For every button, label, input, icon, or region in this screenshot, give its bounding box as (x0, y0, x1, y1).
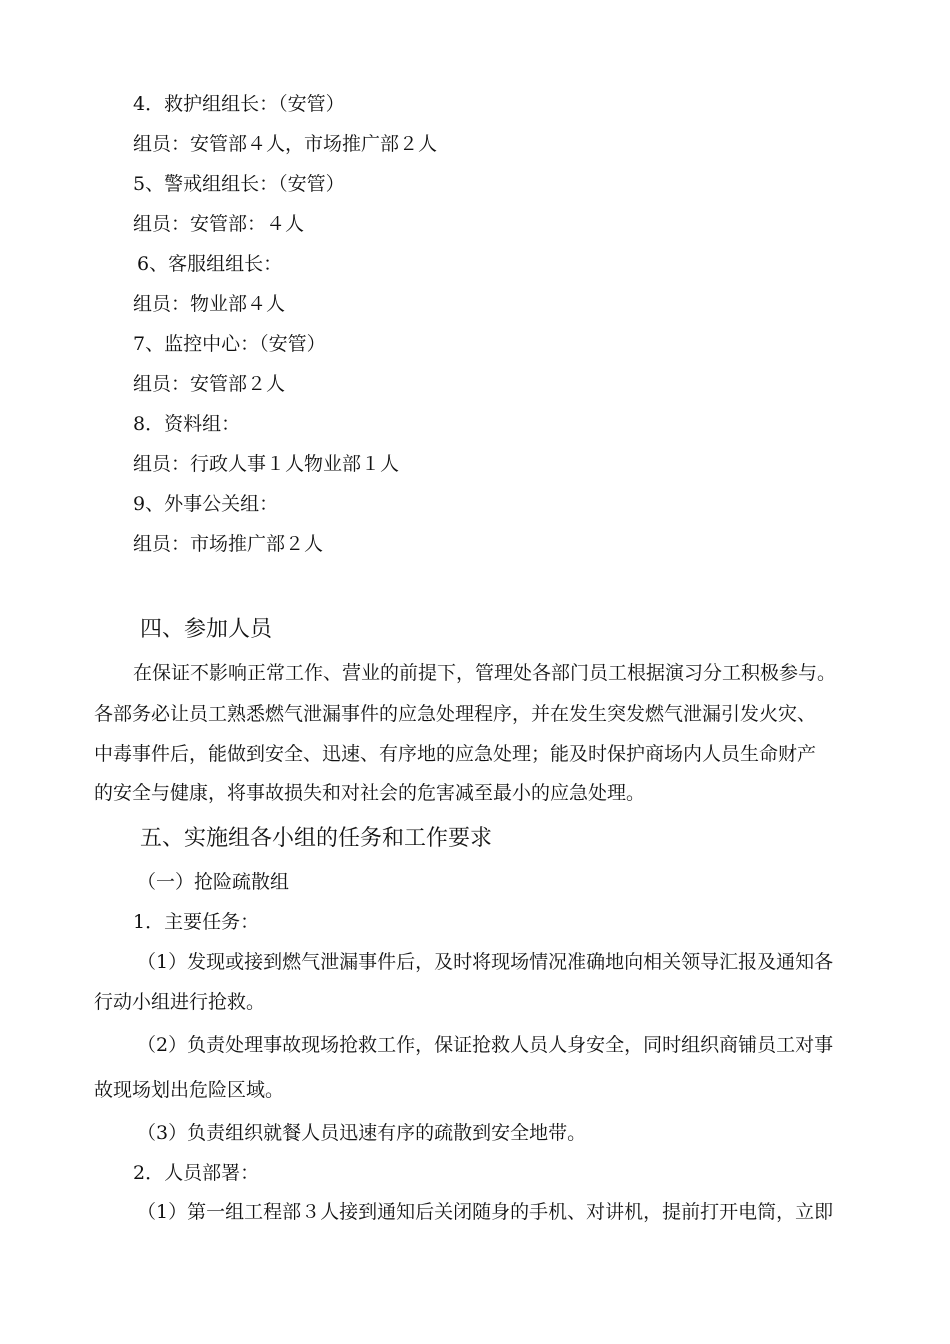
task-1-line-1: （1）发现或接到燃气泄漏事件后，及时将现场情况准确地向相关领导汇报及通知各 (137, 951, 834, 973)
monitor-center-leader: 7、监控中心：（安管） (133, 333, 326, 355)
guard-group-members: 组员：安管部：４人 (133, 213, 305, 235)
rescue-group-members: 组员：安管部４人，市场推广部２人 (133, 133, 438, 155)
guard-group-leader: 5、警戒组组长：（安管） (133, 173, 345, 195)
section-4-para-line-3: 中毒事件后，能做到安全、迅速、有序地的应急处理；能及时保护商场内人员生命财产 (94, 743, 817, 765)
task-2-line-2: 故现场划出危险区域。 (94, 1079, 285, 1101)
rescue-group-leader: 4．救护组组长：（安管） (133, 93, 345, 115)
task-1-line-2: 行动小组进行抢救。 (94, 991, 266, 1013)
section-4-para-line-2: 各部务必让员工熟悉燃气泄漏事件的应急处理程序，并在发生突发燃气泄漏引发火灾、 (94, 703, 817, 725)
section-4-heading: 四、参加人员 (140, 617, 273, 642)
service-group-members: 组员：物业部４人 (133, 293, 286, 315)
service-group-leader: 6、客服组组长： (137, 253, 283, 275)
monitor-center-members: 组员：安管部２人 (133, 373, 286, 395)
pr-group-leader: 9、外事公关组： (133, 493, 279, 515)
pr-group-members: 组员：市场推广部２人 (133, 533, 324, 555)
main-tasks-title: 1．主要任务： (133, 911, 260, 933)
subsection-title: （一）抢险疏散组 (137, 871, 290, 893)
task-3: （3）负责组织就餐人员迅速有序的疏散到安全地带。 (137, 1122, 587, 1144)
records-group-leader: 8．资料组： (133, 413, 241, 435)
records-group-members: 组员：行政人事１人物业部１人 (133, 453, 400, 475)
section-4-para-line-4: 的安全与健康，将事故损失和对社会的危害减至最小的应急处理。 (94, 782, 646, 804)
deployment-1: （1）第一组工程部３人接到通知后关闭随身的手机、对讲机，提前打开电筒，立即 (137, 1201, 834, 1223)
section-4-para-line-1: 在保证不影响正常工作、营业的前提下，管理处各部门员工根据演习分工积极参与。 (133, 662, 837, 684)
section-5-heading: 五、实施组各小组的任务和工作要求 (140, 826, 493, 851)
task-2-line-1: （2）负责处理事故现场抢救工作，保证抢救人员人身安全，同时组织商铺员工对事 (137, 1034, 834, 1056)
deployment-title: 2．人员部署： (133, 1162, 260, 1184)
